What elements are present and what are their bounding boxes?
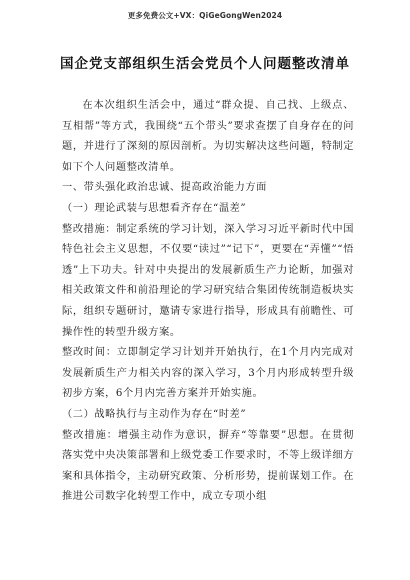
document-body bbox=[62, 96, 354, 508]
item2-measures: 整改措施：增强主动作为意识，摒弃“等靠要”思想。在贯彻落实党中央决策部署和上级党委工作要求时，不等上级详细方案和具体指令，主动研究政策、分析形势，提前谋划工作。在推进公司数字化转型工作中，成立专项小组 bbox=[62, 429, 354, 503]
header-watermark: 更多免费公文+VX：QiGeGongWen2024 bbox=[127, 11, 283, 20]
item2-title: （二）战略执行与主动作为存在“时差” bbox=[62, 408, 247, 420]
item1-time: 整改时间：立即制定学习计划并开始执行，在1个月内完成对发展新质生产力相关内容的深入学习，3个月内形成转型升级初步方案，6个月内完善方案并开始实施。 bbox=[62, 347, 354, 400]
intro-paragraph: 在本次组织生活会中，通过“群众提、自己找、上级点、互相帮”等方式，我围绕“五个带头”要求查摆了自身存在的问题，并进行了深刻的原因剖析。为切实解决这些问题，特制定如下个人问题整改清单。 bbox=[62, 100, 354, 173]
section-heading: 一、带头强化政治忠诚、提高政治能力方面 bbox=[62, 182, 267, 194]
item1-measures: 整改措施：制定系统的学习计划，深入学习习近平新时代中国特色社会主义思想，不仅要“读过”“记下”，更要在“弄懂”“悟透”上下功夫。针对中央提出的发展新质生产力论断，加强对相关政策文件和前沿理论的学习研究结合集团传统制造板块实际，组织专题研讨，邀请专家进行指导，形成具有前瞻性、可操作性的转型升级方案。 bbox=[62, 223, 354, 338]
item1-title: （一）理论武装与思想看齐存在“温差” bbox=[62, 202, 247, 214]
document-title: 国企党支部组织生活会党员个人问题整改清单 bbox=[60, 56, 350, 72]
